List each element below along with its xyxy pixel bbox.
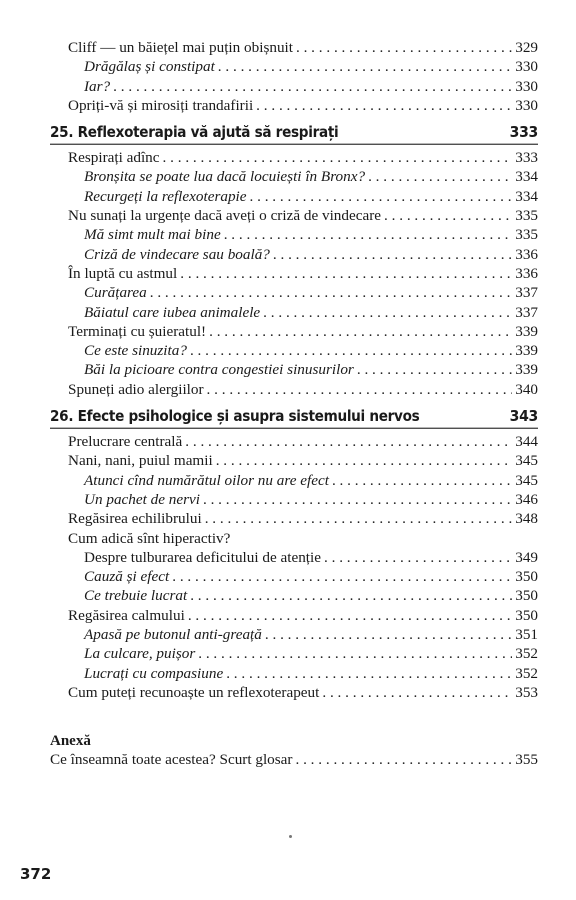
toc-entry-page: 329 [515, 39, 538, 56]
toc-entry-page: 336 [515, 264, 538, 282]
chapter-number: 25. [50, 124, 74, 142]
toc-entry-page: 339 [515, 361, 538, 379]
toc-entry [50, 567, 538, 586]
toc-entry [50, 683, 538, 702]
toc-entry [50, 167, 538, 186]
toc-entry-page: 339 [515, 322, 538, 340]
toc-entry-title: Terminați cu șuieratul! [68, 322, 207, 340]
dot-leader [205, 509, 513, 528]
toc-entry [50, 322, 538, 341]
table-of-contents [50, 38, 538, 770]
toc-entry [50, 750, 538, 769]
toc-entry-title: Drăgălaș și constipat [84, 58, 215, 76]
toc-entry-title: Atunci cînd numărătul oilor nu are efect [84, 471, 329, 489]
toc-entry-title: Respirați adînc [68, 149, 160, 167]
toc-entry-title: Ce este sinuzita? [84, 342, 187, 360]
toc-entry [50, 625, 538, 644]
toc-entry-title: Băiatul care iubea animalele [84, 303, 261, 321]
dot-leader [296, 38, 512, 57]
toc-entry-page: 344 [515, 433, 538, 451]
dot-leader [263, 303, 512, 322]
toc-entry-title: Prelucrare centrală [68, 433, 183, 451]
dot-leader [188, 606, 512, 625]
chapter-title: Reflexoterapia vă ajută să respirați [77, 124, 339, 142]
page-number: 372 [20, 865, 52, 883]
toc-entry [50, 451, 538, 470]
toc-entry-title: Cliff — un băiețel mai puțin obișnuit [68, 39, 293, 56]
toc-entry-title: Recurgeți la reflexoterapie [84, 187, 247, 205]
dot-leader [273, 245, 512, 264]
toc-entry [50, 509, 538, 528]
toc-entry [50, 225, 538, 244]
dot-leader [218, 57, 512, 76]
toc-entry-page: 345 [515, 452, 538, 470]
toc-entry-page: 351 [515, 626, 538, 644]
toc-entry [50, 341, 538, 360]
toc-entry [50, 264, 538, 283]
toc-entry-page: 340 [515, 380, 538, 398]
toc-entry-title: Spuneți adio alergiilor [68, 380, 204, 398]
print-speck [289, 835, 292, 838]
toc-entry [50, 96, 538, 115]
annex-heading: Anexă [50, 733, 91, 750]
toc-entry [50, 57, 538, 76]
toc-entry-title: Un pachet de nervi [84, 490, 200, 508]
toc-entry-title: Despre tulburarea deficitului de atenție [84, 548, 321, 566]
chapter-page: 343 [509, 408, 538, 426]
toc-entry-title: Cum adică sînt hiperactiv? [68, 529, 231, 547]
toc-entry-title: Regăsirea echilibrului [68, 510, 202, 528]
dot-leader [265, 625, 512, 644]
toc-entry-title: Regăsirea calmului [68, 606, 185, 624]
toc-entry [50, 490, 538, 509]
toc-entry-page: 330 [515, 96, 538, 114]
toc-entry-title: Băi la picioare contra congestiei sinusurilor [84, 361, 354, 379]
toc-entry-title: Nu sunați la urgențe dacă aveți o criză de vindecare [68, 207, 382, 225]
dot-leader [185, 432, 512, 451]
toc-entry-page: 334 [515, 168, 538, 186]
toc-section-annex [50, 750, 538, 769]
dot-leader [216, 451, 513, 470]
dot-leader [163, 148, 513, 167]
toc-entry [50, 644, 538, 663]
toc-entry [50, 664, 538, 683]
toc-entry-page: 353 [515, 683, 538, 701]
toc-section-continued [50, 38, 538, 115]
toc-entry-page: 349 [515, 548, 538, 566]
dot-leader [150, 283, 512, 302]
chapter-title: Efecte psihologice și asupra sistemului nervos [77, 408, 420, 426]
toc-entry [50, 380, 538, 399]
dot-leader [224, 225, 513, 244]
toc-entry [50, 206, 538, 225]
chapter-heading-25 [50, 124, 538, 145]
toc-entry-page: 333 [515, 149, 538, 167]
toc-entry-page: 350 [515, 568, 538, 586]
toc-entry-title: Bronșita se poate lua dacă locuiești în Bronx? [84, 168, 366, 186]
dot-leader [180, 264, 512, 283]
dot-leader [295, 750, 512, 769]
toc-entry [50, 360, 538, 379]
dot-leader [384, 206, 512, 225]
toc-entry-page: 335 [515, 207, 538, 225]
toc-entry-page: 337 [515, 303, 538, 321]
toc-entry [50, 606, 538, 625]
toc-entry-title: Apasă pe butonul anti-greață [84, 626, 262, 644]
toc-entry-page: 348 [515, 510, 538, 528]
dot-leader [357, 360, 512, 379]
dot-leader [322, 683, 512, 702]
toc-entry [50, 548, 538, 567]
toc-entry-page: 334 [515, 187, 538, 205]
dot-leader [190, 341, 512, 360]
toc-entry-title: Cauză și efect [84, 568, 170, 586]
toc-entry [50, 432, 538, 451]
toc-entry-title: Opriți-vă și mirosiți trandafirii [68, 96, 254, 114]
toc-entry [50, 245, 538, 264]
toc-entry-title: Lucrați cu compasiune [84, 664, 224, 682]
dot-leader [332, 471, 512, 490]
toc-entry-page: 352 [515, 645, 538, 663]
toc-entry [50, 148, 538, 167]
toc-entry-page: 335 [515, 226, 538, 244]
toc-entry [50, 38, 538, 57]
toc-entry-page: 330 [515, 77, 538, 95]
dot-leader [207, 380, 513, 399]
chapter-page: 333 [509, 124, 538, 142]
toc-entry-page: 355 [515, 751, 538, 769]
toc-entry-title: Iar? [84, 77, 111, 95]
toc-entry-page: 330 [515, 58, 538, 76]
toc-entry-title: Ce înseamnă toate acestea? Scurt glosar [50, 751, 293, 769]
toc-entry-page: 346 [515, 490, 538, 508]
toc-entry [50, 303, 538, 322]
toc-entry-title: Ce trebuie lucrat [84, 587, 188, 605]
toc-entry [50, 471, 538, 490]
toc-entry-title: La culcare, puișor [84, 645, 196, 663]
dot-leader [368, 167, 512, 186]
toc-entry-title: Mă simt mult mai bine [84, 226, 221, 244]
dot-leader [250, 187, 513, 206]
toc-entry-title: Curățarea [84, 284, 147, 302]
toc-entry [50, 586, 538, 605]
toc-entry-title: Cum puteți recunoaște un reflexoterapeut [68, 683, 320, 701]
toc-entry-title: În luptă cu astmul [68, 264, 178, 282]
toc-entry-page: 337 [515, 284, 538, 302]
toc-entry [50, 77, 538, 96]
dot-leader [113, 77, 512, 96]
toc-entry-page: 339 [515, 342, 538, 360]
toc-entry-page: 352 [515, 664, 538, 682]
dot-leader [256, 96, 512, 115]
dot-leader [209, 322, 512, 341]
dot-leader [190, 586, 512, 605]
toc-entry [50, 529, 538, 548]
toc-entry-title: Nani, nani, puiul mamii [68, 452, 213, 470]
toc-section-26 [50, 432, 538, 702]
toc-entry [50, 283, 538, 302]
chapter-number: 26. [50, 408, 74, 426]
toc-entry-page: 350 [515, 606, 538, 624]
toc-entry-page: 336 [515, 245, 538, 263]
toc-entry-title: Criză de vindecare sau boală? [84, 245, 270, 263]
dot-leader [226, 664, 512, 683]
toc-entry-page: 350 [515, 587, 538, 605]
dot-leader [324, 548, 512, 567]
dot-leader [198, 644, 512, 663]
dot-leader [203, 490, 512, 509]
chapter-heading-26 [50, 408, 538, 429]
toc-entry-page: 345 [515, 471, 538, 489]
toc-section-25 [50, 148, 538, 399]
dot-leader [172, 567, 512, 586]
toc-entry [50, 187, 538, 206]
